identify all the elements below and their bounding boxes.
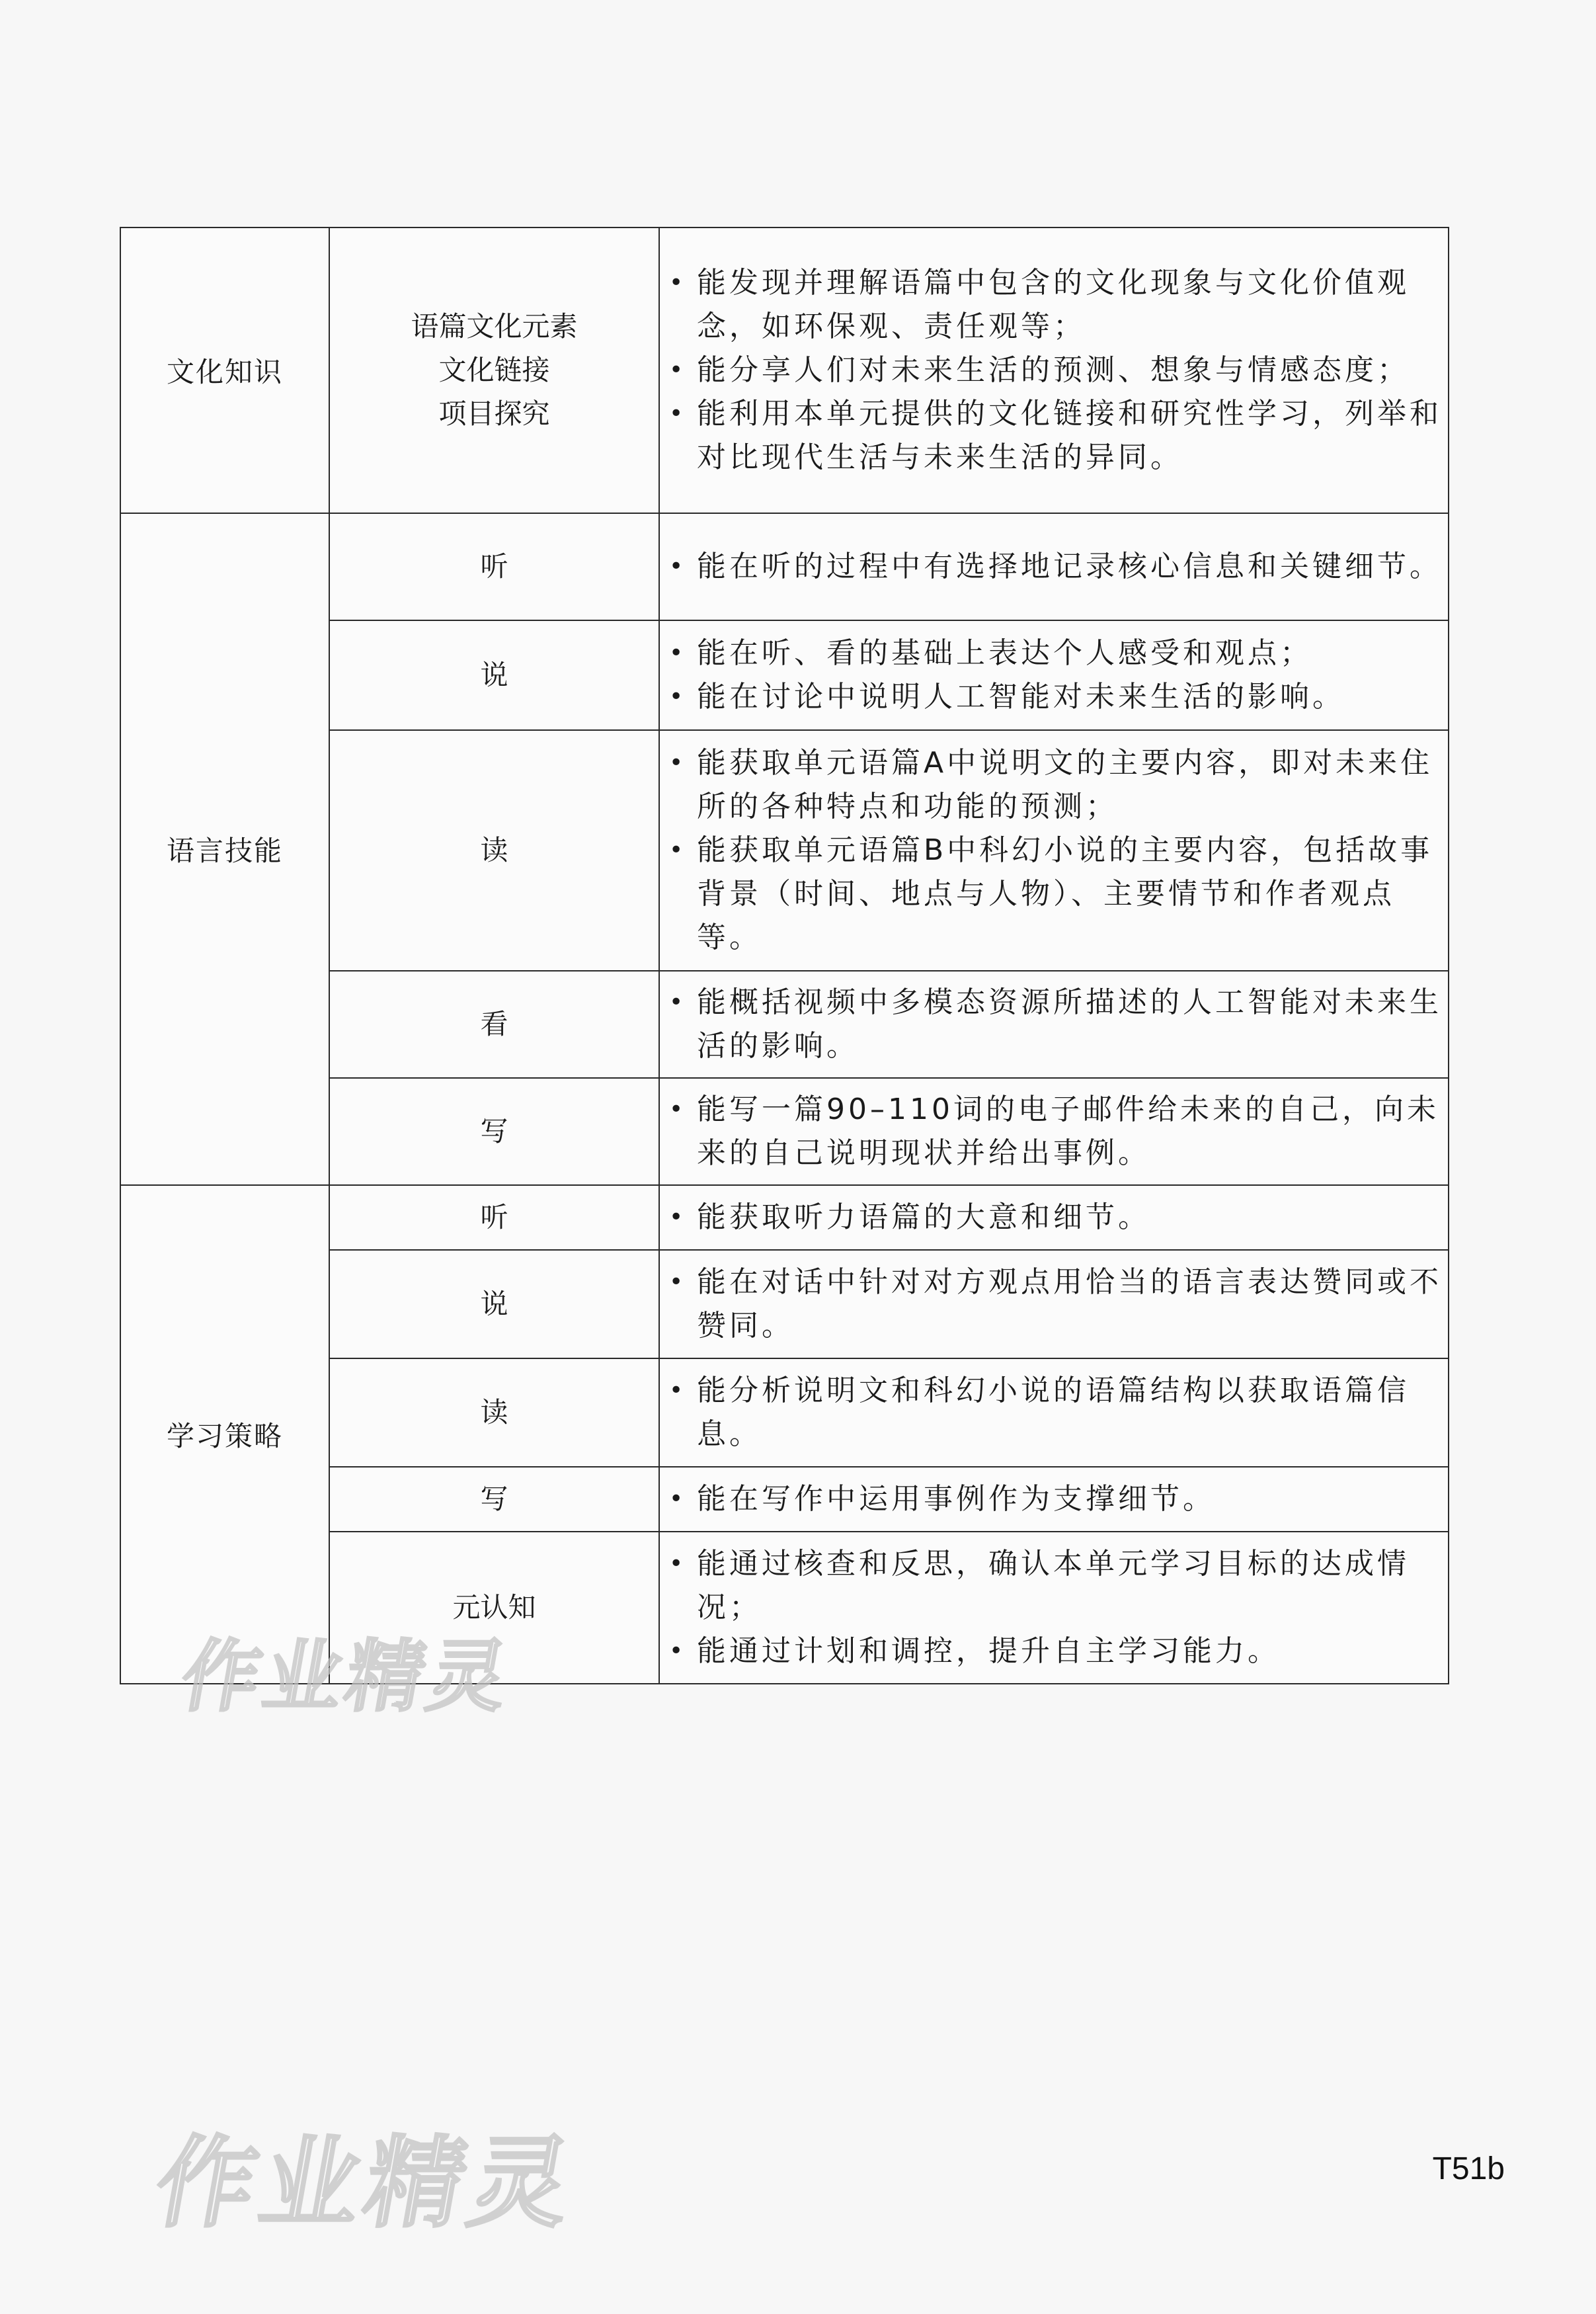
objective-text: 能在写作中运用事例作为支撑细节。 (697, 1482, 1215, 1516)
list-item (660, 1369, 1448, 1456)
objective-list (660, 632, 1448, 719)
list-item (660, 1542, 1448, 1630)
list-item (660, 1088, 1448, 1175)
objective-cell (659, 730, 1449, 971)
bullet-icon: • (669, 356, 687, 384)
objective-text: 能通过计划和调控，提升自主学习能力。 (697, 1634, 1280, 1668)
subcategory-cell: 写 (329, 1467, 659, 1532)
subcategory-cell: 写 (329, 1078, 659, 1185)
bullet-icon: • (669, 1377, 687, 1404)
bullet-icon: • (669, 1637, 687, 1665)
objective-text: 能写一篇90–110词的电子邮件给未来的自己，向未来的自己说明现状并给出事例。 (697, 1093, 1439, 1170)
objective-cell (659, 1358, 1449, 1467)
objective-cell (659, 1078, 1449, 1185)
objective-list (660, 1088, 1448, 1175)
objective-list (660, 741, 1448, 960)
bullet-icon: • (669, 683, 687, 710)
bullet-icon: • (669, 749, 687, 776)
bullet-icon: • (669, 989, 687, 1016)
objective-cell (659, 1532, 1449, 1684)
table-row (120, 1185, 1449, 1250)
list-item (660, 1477, 1448, 1521)
objective-cell (659, 1467, 1449, 1532)
objective-list (660, 1369, 1448, 1456)
list-item (660, 1196, 1448, 1239)
list-item (660, 632, 1448, 675)
objective-cell (659, 971, 1449, 1078)
subcategory-cell: 说 (329, 1250, 659, 1358)
subcategory-cell: 看 (329, 971, 659, 1078)
subcategory-cell (329, 227, 659, 513)
category-cell: 文化知识 (120, 227, 329, 513)
list-item (660, 1260, 1448, 1348)
list-item (660, 261, 1448, 349)
objective-list (660, 1196, 1448, 1239)
bullet-icon: • (669, 400, 687, 427)
objective-text: 能在听、看的基础上表达个人感受和观点； (697, 636, 1312, 670)
objective-text: 能发现并理解语篇中包含的文化现象与文化价值观念，如环保观、责任观等； (697, 266, 1410, 343)
list-item (660, 741, 1448, 829)
objective-text: 能获取单元语篇B中科幻小说的主要内容，包括故事背景（时间、地点与人物）、主要情节和作者观点等。 (697, 833, 1433, 954)
page-number: T51b (1432, 2151, 1505, 2186)
bullet-icon: • (669, 837, 687, 864)
bullet-icon: • (669, 1096, 687, 1123)
objective-cell (659, 513, 1449, 620)
objective-cell (659, 620, 1449, 730)
subcategory-cell: 说 (329, 620, 659, 730)
table-row (120, 227, 1449, 513)
objective-text: 能获取单元语篇A中说明文的主要内容，即对未来住所的各种特点和功能的预测； (697, 746, 1433, 823)
bullet-icon: • (669, 1204, 687, 1231)
unit-objectives-table (120, 227, 1449, 1684)
subcategory-line: 语篇文化元素 (411, 310, 578, 343)
subcategory-cell: 读 (329, 1358, 659, 1467)
bullet-icon: • (669, 1268, 687, 1296)
table-row (120, 513, 1449, 620)
objective-text: 能通过核查和反思，确认本单元学习目标的达成情况； (697, 1547, 1410, 1624)
subcategory-cell: 元认知 (329, 1532, 659, 1684)
category-cell: 语言技能 (120, 513, 329, 1185)
objective-text: 能在听的过程中有选择地记录核心信息和关键细节。 (697, 550, 1442, 583)
bullet-icon: • (669, 553, 687, 580)
objective-list (660, 1542, 1448, 1673)
objective-text: 能获取听力语篇的大意和细节。 (697, 1200, 1150, 1234)
objective-text: 能利用本单元提供的文化链接和研究性学习，列举和对比现代生活与未来生活的异同。 (697, 397, 1442, 474)
bullet-icon: • (669, 640, 687, 667)
objective-list (660, 261, 1448, 479)
objective-list (660, 545, 1448, 589)
objective-text: 能分享人们对未来生活的预测、想象与情感态度； (697, 353, 1410, 387)
objective-list (660, 1260, 1448, 1348)
list-item (660, 349, 1448, 392)
objective-list (660, 981, 1448, 1068)
subcategory-cell: 听 (329, 1185, 659, 1250)
objective-text: 能概括视频中多模态资源所描述的人工智能对未来生活的影响。 (697, 985, 1442, 1063)
subcategory-cell: 读 (329, 730, 659, 971)
bullet-icon: • (669, 269, 687, 296)
subcategory-line: 项目探究 (438, 397, 550, 430)
objective-cell (659, 1185, 1449, 1250)
objective-text: 能分析说明文和科幻小说的语篇结构以获取语篇信息。 (697, 1374, 1410, 1451)
list-item (660, 545, 1448, 589)
objective-text: 能在讨论中说明人工智能对未来生活的影响。 (697, 680, 1345, 714)
bullet-icon: • (669, 1550, 687, 1577)
objective-cell (659, 227, 1449, 513)
list-item (660, 981, 1448, 1068)
objective-text: 能在对话中针对对方观点用恰当的语言表达赞同或不赞同。 (697, 1265, 1442, 1343)
watermark: 作业精灵 (147, 2126, 585, 2241)
list-item (660, 1630, 1448, 1673)
objective-cell (659, 1250, 1449, 1358)
list-item (660, 829, 1448, 960)
bullet-icon: • (669, 1485, 687, 1512)
list-item (660, 675, 1448, 719)
category-cell: 学习策略 (120, 1185, 329, 1684)
list-item (660, 392, 1448, 479)
subcategory-cell: 听 (329, 513, 659, 620)
objective-list (660, 1477, 1448, 1521)
subcategory-line: 文化链接 (438, 354, 550, 386)
